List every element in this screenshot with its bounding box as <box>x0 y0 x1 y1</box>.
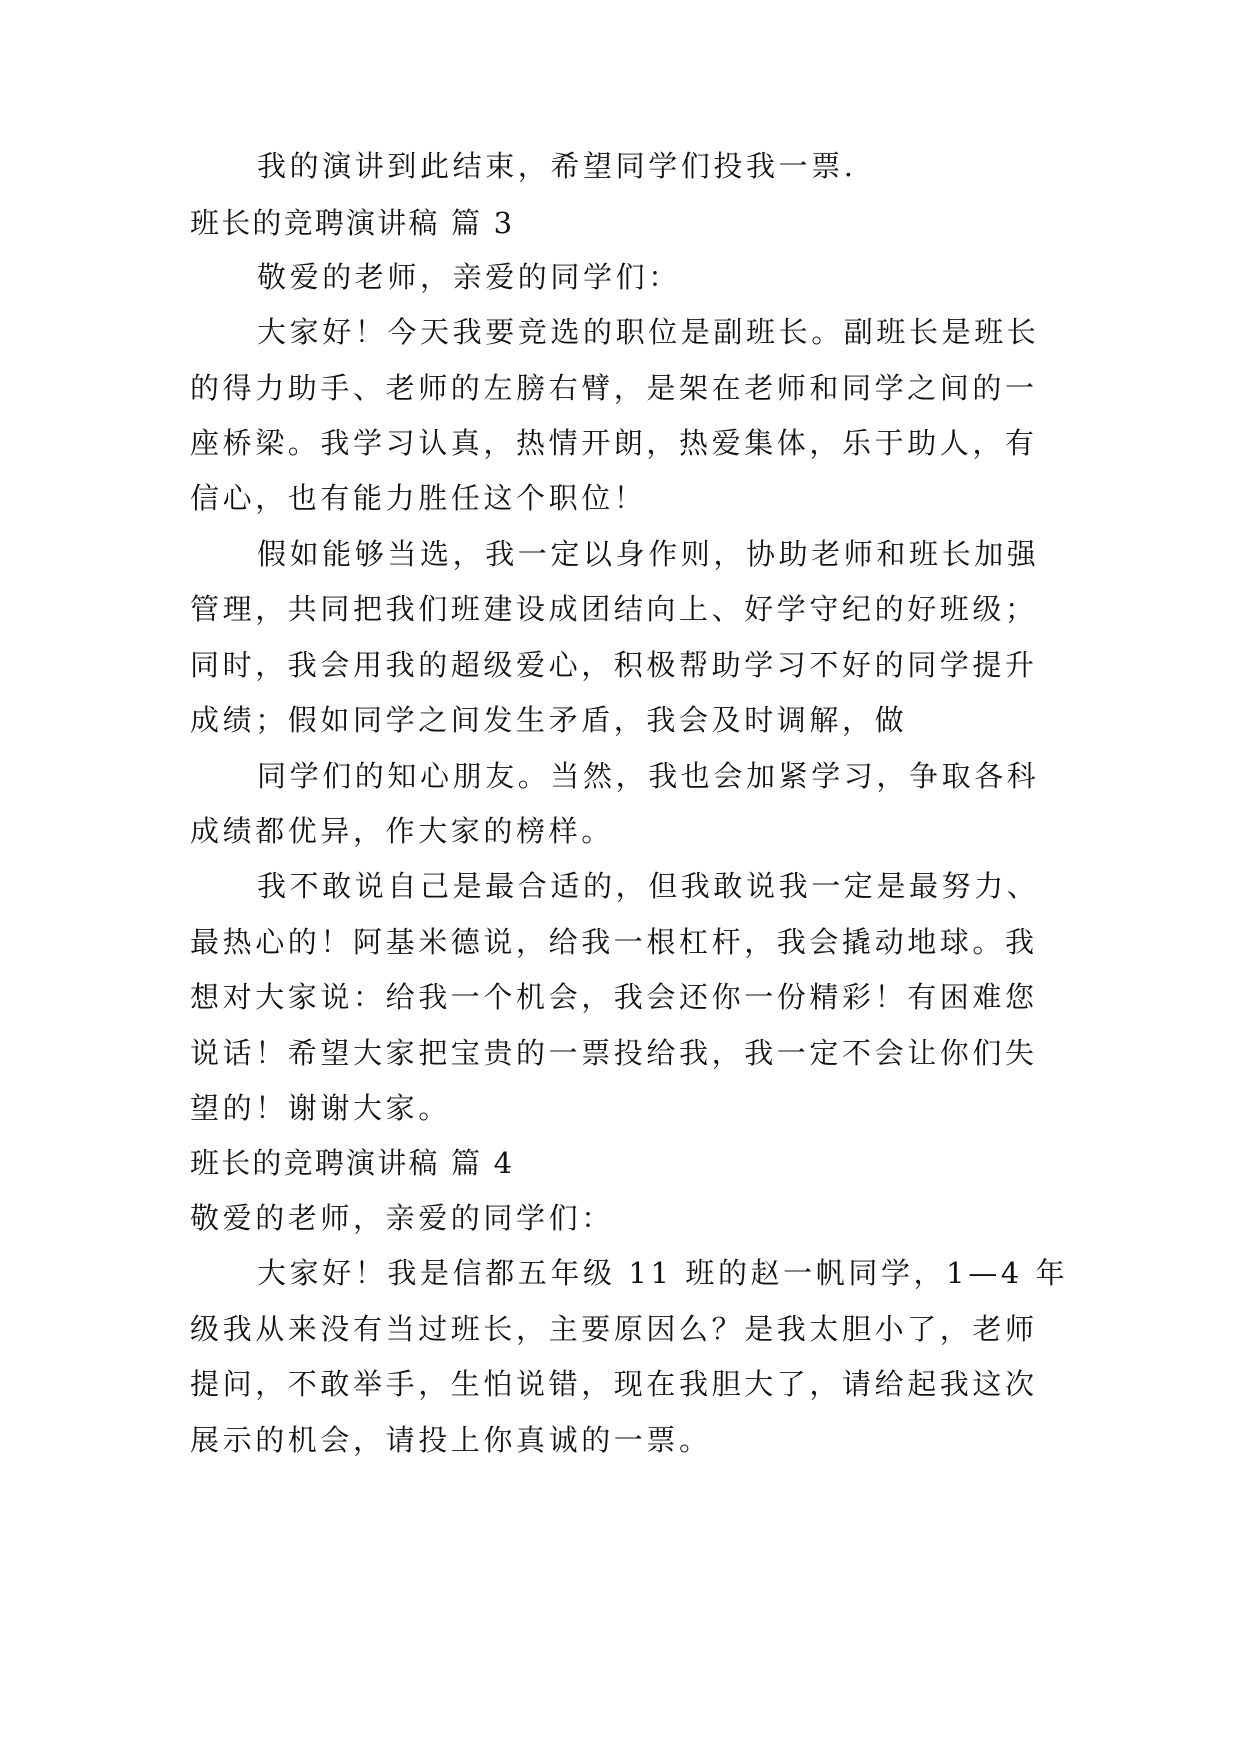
paragraph-line: 大家好！今天我要竞选的职位是副班长。副班长是班长 <box>257 315 1040 349</box>
greeting-3: 敬爱的老师，亲爱的同学们： <box>257 260 681 294</box>
section-title-3: 班长的竞聘演讲稿 篇 3 <box>190 206 515 240</box>
paragraph-line: 信心，也有能力胜任这个职位！ <box>190 481 647 515</box>
paragraph-line: 展示的机会，请投上你真诚的一票。 <box>190 1423 712 1457</box>
paragraph-line: 的得力助手、老师的左膀右臂，是架在老师和同学之间的一 <box>190 371 1038 405</box>
section-title-4: 班长的竞聘演讲稿 篇 4 <box>190 1146 515 1180</box>
paragraph-line: 想对大家说：给我一个机会，我会还你一份精彩！有困难您 <box>190 980 1038 1014</box>
paragraph-line: 说话！希望大家把宝贵的一票投给我，我一定不会让你们失 <box>190 1036 1038 1070</box>
paragraph-line: 同时，我会用我的超级爱心，积极帮助学习不好的同学提升 <box>190 648 1038 682</box>
paragraph-line: 假如能够当选，我一定以身作则，协助老师和班长加强 <box>257 537 1040 571</box>
paragraph-line: 提问，不敢举手，生怕说错，现在我胆大了，请给起我这次 <box>190 1367 1038 1401</box>
paragraph-line: 同学们的知心朋友。当然，我也会加紧学习，争取各科 <box>257 759 1040 793</box>
paragraph-line: 我不敢说自己是最合适的，但我敢说我一定是最努力、 <box>257 869 1040 903</box>
paragraph-line: 最热心的！阿基米德说，给我一根杠杆，我会撬动地球。我 <box>190 925 1038 959</box>
paragraph-line: 座桥梁。我学习认真，热情开朗，热爱集体，乐于助人，有 <box>190 426 1038 460</box>
greeting-4: 敬爱的老师，亲爱的同学们： <box>190 1201 614 1235</box>
closing-line: 我的演讲到此结束，希望同学们投我一票. <box>257 149 857 183</box>
paragraph-line: 望的！谢谢大家。 <box>190 1091 451 1125</box>
paragraph-line: 大家好！我是信都五年级 11 班的赵一帆同学，1—4 年 <box>257 1256 1069 1290</box>
paragraph-line: 管理，共同把我们班建设成团结向上、好学守纪的好班级； <box>190 592 1038 626</box>
paragraph-line: 成绩；假如同学之间发生矛盾，我会及时调解，做 <box>190 703 908 737</box>
paragraph-line: 级我从来没有当过班长，主要原因么？是我太胆小了，老师 <box>190 1312 1038 1346</box>
paragraph-line: 成绩都优异，作大家的榜样。 <box>190 814 614 848</box>
